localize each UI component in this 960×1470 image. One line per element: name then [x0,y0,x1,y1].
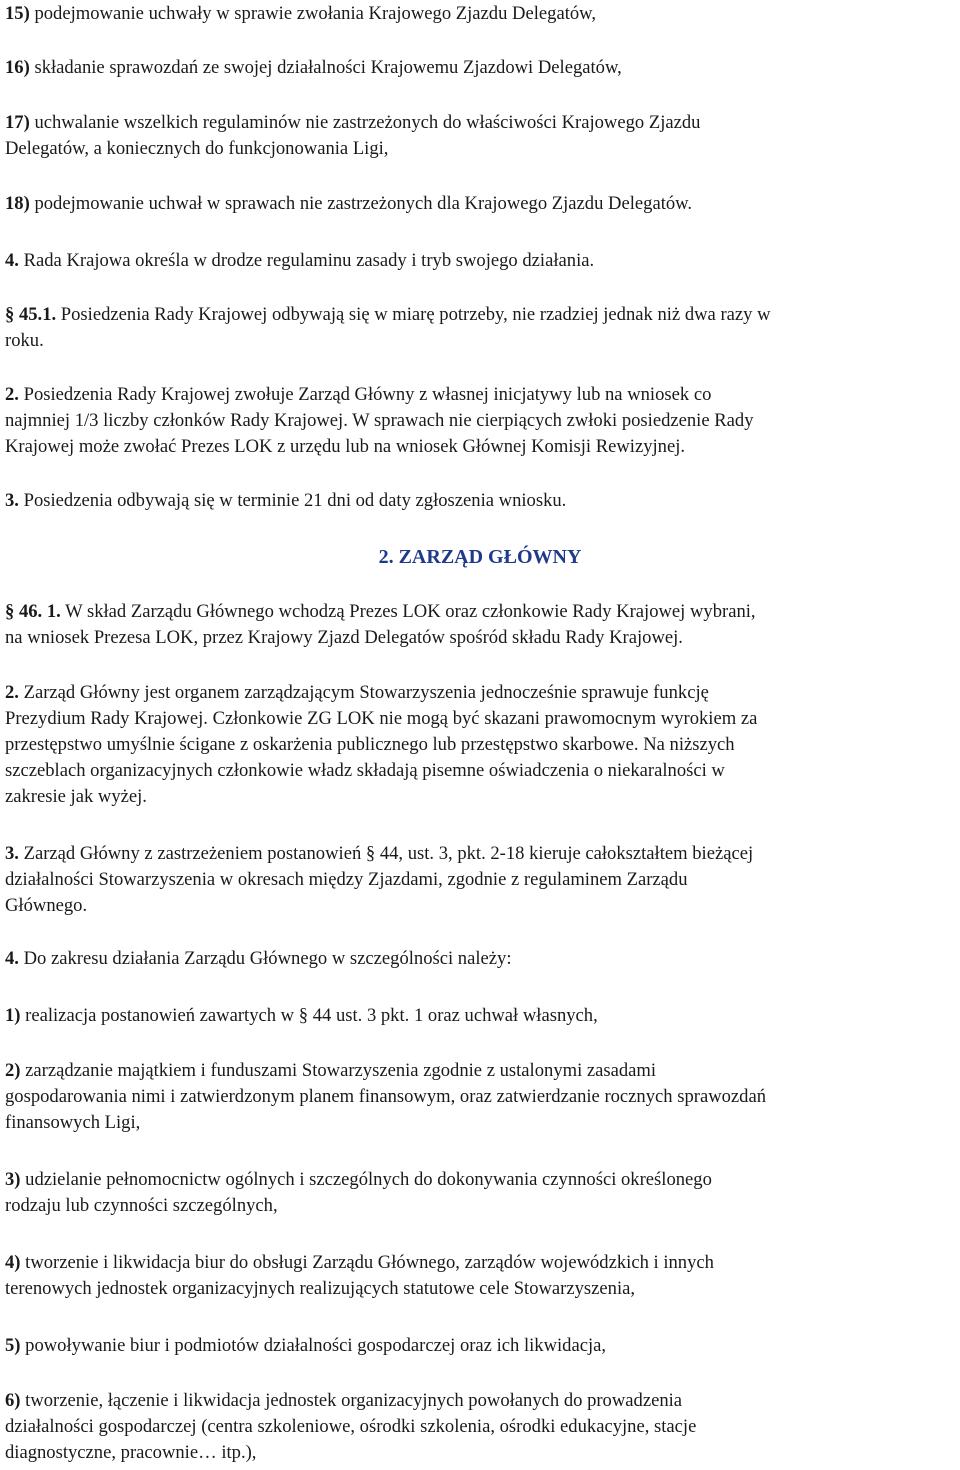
item-number: 3. [5,490,19,511]
section-46-3 [5,841,956,919]
paragraph-line: najmniej 1/3 liczby członków Rady Krajowej. W sprawach nie cierpiących zwłoki posiedzenie Rady [5,410,754,431]
section-45-2 [5,382,956,460]
paragraph-line: działalności gospodarczej (centra szkoleniowe, ośrodki szkolenia, ośrodki edukacyjne, stacje [5,1416,697,1437]
paragraph-line: Posiedzenia odbywają się w terminie 21 dni od daty zgłoszenia wniosku. [23,490,567,511]
item-number: 6) [5,1390,21,1411]
paragraph-line: realizacja postanowień zawartych w § 44 ust. 3 pkt. 1 oraz uchwał własnych, [25,1005,598,1026]
paragraph-line: W skład Zarządu Głównego wchodzą Prezes LOK oraz członkowie Rady Krajowej wybrani, [65,601,756,622]
paragraph-line: przestępstwo umyślnie ścigane z oskarżenia publicznego lub przestępstwo skarbowe. Na niższych [5,734,735,755]
item-number: 5) [5,1335,21,1356]
paragraph-line: szczeblach organizacyjnych członkowie władz składają pisemne oświadczenia o niekaralności w [5,760,725,781]
paragraph-line: na wniosek Prezesa LOK, przez Krajowy Zjazd Delegatów spośród składu Rady Krajowej. [5,627,683,648]
item-number: 4) [5,1252,21,1273]
item-number: 15) [5,3,30,24]
paragraph-line: Zarząd Główny jest organem zarządzającym Stowarzyszenia jednocześnie sprawuje funkcję [23,682,709,703]
paragraph-line: gospodarowania nimi i zatwierdzonym planem finansowym, oraz zatwierdzanie rocznych sprawozdań [5,1086,767,1107]
paragraph-17 [5,110,956,162]
item-number: 1) [5,1005,21,1026]
paragraph-line: Posiedzenia Rady Krajowej odbywają się w miarę potrzeby, nie rzadziej jednak niż dwa razy w [60,304,771,325]
section-number: § 45.1. [5,304,57,325]
paragraph-line: Zarząd Główny z zastrzeżeniem postanowień § 44, ust. 3, pkt. 2-18 kieruje całokształtem bieżącej [23,843,754,864]
paragraph-line: diagnostyczne, pracownie… itp.), [5,1442,257,1463]
list-item-3 [5,1167,956,1219]
paragraph-line: zakresie jak wyżej. [5,786,147,807]
paragraph-line: finansowych Ligi, [5,1112,141,1133]
item-number: 3. [5,843,19,864]
paragraph-line: Krajowej może zwołać Prezes LOK z urzędu lub na wniosek Głównej Komisji Rewizyjnej. [5,436,686,457]
paragraph-line: Do zakresu działania Zarządu Głównego w szczególności należy: [23,948,512,969]
list-item-2 [5,1058,956,1136]
item-number: 16) [5,57,30,78]
item-number: 3) [5,1169,21,1190]
item-number: 4. [5,250,19,271]
section-46-1 [5,599,956,651]
paragraph-line: udzielanie pełnomocnictw ogólnych i szczególnych do dokonywania czynności określonego [25,1169,712,1190]
paragraph-line: Głównego. [5,895,88,916]
paragraph-line: terenowych jednostek organizacyjnych realizujących statutowe cele Stowarzyszenia, [5,1278,636,1299]
paragraph-line: składanie sprawozdań ze swojej działalności Krajowemu Zjazdowi Delegatów, [34,57,622,78]
paragraph-4 [5,248,956,274]
section-number: § 46. 1. [5,601,61,622]
item-number: 2. [5,682,19,703]
paragraph-line: podejmowanie uchwały w sprawie zwołania Krajowego Zjazdu Delegatów, [34,3,597,24]
paragraph-line: uchwalanie wszelkich regulaminów nie zastrzeżonych do właściwości Krajowego Zjazdu [34,112,701,133]
paragraph-line: działalności Stowarzyszenia w okresach między Zjazdami, zgodnie z regulaminem Zarządu [5,869,688,890]
paragraph-line: powoływanie biur i podmiotów działalności gospodarczej oraz ich likwidacja, [25,1335,607,1356]
paragraph-line: rodzaju lub czynności szczególnych, [5,1195,278,1216]
chapter-heading: 2. ZARZĄD GŁÓWNY [378,546,582,568]
paragraph-line: tworzenie i likwidacja biur do obsługi Zarządu Głównego, zarządów wojewódzkich i innych [25,1252,714,1273]
paragraph-line: zarządzanie majątkiem i funduszami Stowarzyszenia zgodnie z ustalonymi zasadami [25,1060,657,1081]
list-item-4 [5,1250,956,1302]
paragraph-line: Rada Krajowa określa w drodze regulaminu zasady i tryb swojego działania. [23,250,595,271]
list-item-1 [5,1003,956,1029]
paragraph-15 [5,1,956,27]
section-45-3 [5,488,956,514]
paragraph-16 [5,55,956,81]
paragraph-line: roku. [5,330,44,351]
paragraph-line: Prezydium Rady Krajowej. Członkowie ZG LOK nie mogą być skazani prawomocnym wyrokiem za [5,708,758,729]
list-item-5 [5,1333,956,1359]
paragraph-line: Delegatów, a koniecznych do funkcjonowania Ligi, [5,138,389,159]
item-number: 18) [5,193,30,214]
section-46-2 [5,680,956,810]
paragraph-line: Posiedzenia Rady Krajowej zwołuje Zarząd Główny z własnej inicjatywy lub na wniosek co [23,384,712,405]
paragraph-line: podejmowanie uchwał w sprawach nie zastrzeżonych dla Krajowego Zjazdu Delegatów. [34,193,693,214]
item-number: 4. [5,948,19,969]
item-number: 2. [5,384,19,405]
item-number: 2) [5,1060,21,1081]
paragraph-line: tworzenie, łączenie i likwidacja jednostek organizacyjnych powołanych do prowadzenia [25,1390,683,1411]
section-46-4 [5,946,956,972]
paragraph-18 [5,191,956,217]
list-item-6 [5,1388,956,1466]
item-number: 17) [5,112,30,133]
section-45-1 [5,302,956,354]
